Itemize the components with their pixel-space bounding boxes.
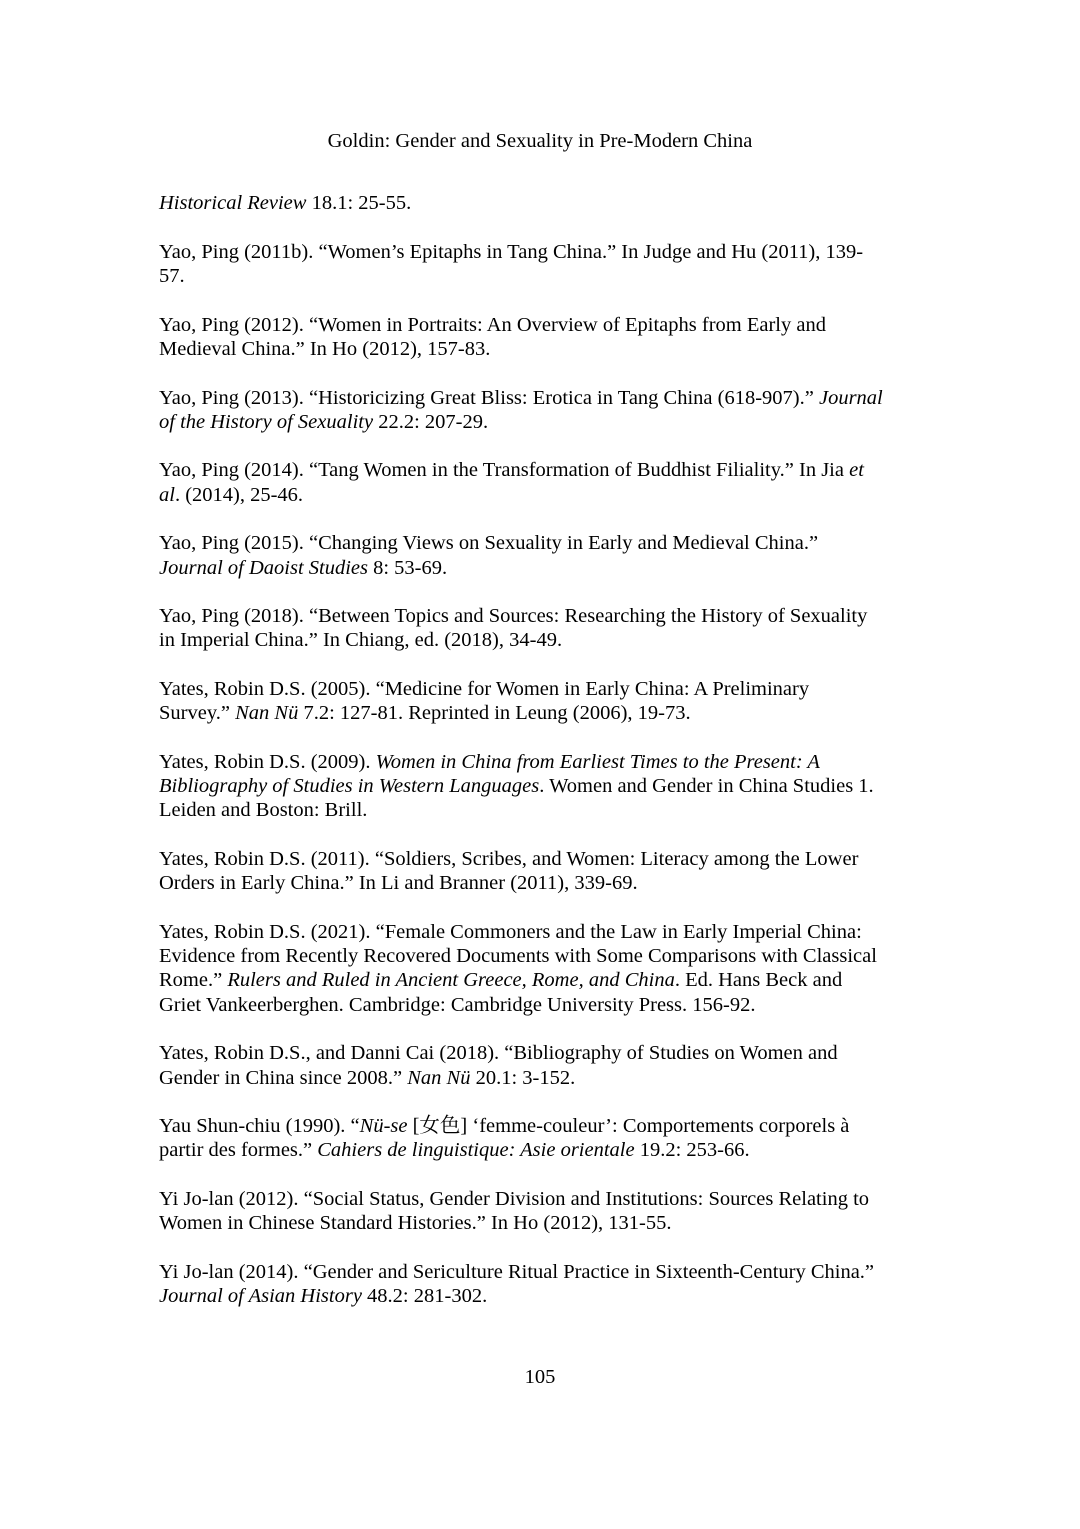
bibliography-entry [159, 191, 929, 215]
entry-text: 20.1: 3-152. [470, 1066, 576, 1089]
bibliography-entry [159, 604, 929, 652]
entry-text: Yates, Robin D.S. (2011). “Soldiers, Scribes, and Women: Literacy among the Lower Orders in Early China.” In Li and Branner (2011), 339-69. [159, 848, 859, 895]
entry-text: Yao, Ping (2018). “Between Topics and Sources: Researching the History of Sexuality in Imperial China.” In Chiang, ed. (2018), 34-49. [159, 605, 868, 652]
entry-text: Yates, Robin D.S. (2021). “Female Commoners and the Law in Early Imperial China: Evidence from Recently Recovered Documents with Some Comparisons with Classical Rome.” [159, 921, 877, 992]
bibliography-list [159, 191, 929, 1333]
bibliography-entry [159, 1114, 929, 1162]
entry-text: 8: 53-69. [367, 556, 448, 579]
bibliography-entry [159, 313, 929, 361]
bibliography-entry [159, 920, 929, 1017]
entry-title-italic: et al [159, 459, 864, 506]
entry-title-italic: Nü-se [359, 1115, 408, 1138]
entry-text: Yau Shun-chiu (1990). “ [159, 1115, 360, 1138]
entry-text: Yates, Robin D.S. (2009). [159, 751, 376, 774]
bibliography-entry [159, 240, 929, 288]
entry-text: Yao, Ping (2012). “Women in Portraits: An Overview of Epitaphs from Early and Medieval China.” In Ho (2012), 157-83. [159, 313, 826, 360]
bibliography-entry [159, 847, 929, 895]
entry-text: [女色] ‘femme-couleur’: Comportements corporels à partir des formes.” [159, 1115, 850, 1162]
bibliography-entry [159, 677, 929, 725]
entry-title-italic: Cahiers de linguistique: Asie orientale [317, 1139, 635, 1162]
entry-title-italic: Nan Nü [407, 1066, 471, 1089]
entry-title-italic: Rulers and Ruled in Ancient Greece, Rome, and China [227, 969, 675, 992]
entry-text: . Ed. Hans Beck and Griet Vankeerberghen. Cambridge: Cambridge University Press. 156-92. [159, 969, 843, 1016]
entry-text: . (2014), 25-46. [174, 483, 304, 506]
entry-title-italic: Journal of Daoist Studies [159, 556, 368, 579]
bibliography-entry [159, 1041, 929, 1089]
entry-text: Yi Jo-lan (2012). “Social Status, Gender Division and Institutions: Sources Relating to Women in Chinese Standard Histories.” In Ho (2012), 131-55. [159, 1188, 870, 1235]
entry-title-italic: Nan Nü [235, 702, 299, 725]
entry-text: 18.1: 25-55. [306, 192, 412, 214]
bibliography-entry [159, 386, 929, 434]
entry-text: 22.2: 207-29. [373, 410, 489, 433]
entry-text: Yi Jo-lan (2014). “Gender and Sericulture Ritual Practice in Sixteenth-Century China.” [159, 1261, 875, 1284]
entry-text: Yao, Ping (2013). “Historicizing Great Bliss: Erotica in Tang China (618-907).” [159, 386, 819, 409]
entry-text: 48.2: 281-302. [361, 1285, 488, 1308]
bibliography-entry [159, 1187, 929, 1235]
entry-title-italic: Women in China from Earliest Times to the Present: A Bibliography of Studies in Western Languages [159, 751, 820, 798]
entry-title-italic: Historical Review [159, 192, 307, 214]
entry-text: . Women and Gender in China Studies 1. Leiden and Boston: Brill. [159, 775, 874, 822]
entry-text: 19.2: 253-66. [634, 1139, 750, 1162]
entry-title-italic: Journal of Asian History [159, 1285, 362, 1308]
bibliography-entry [159, 458, 929, 506]
entry-text: Yao, Ping (2015). “Changing Views on Sexuality in Early and Medieval China.” [159, 532, 819, 555]
entry-text: Yao, Ping (2011b). “Women’s Epitaphs in Tang China.” In Judge and Hu (2011), 139- 57. [159, 240, 864, 287]
bibliography-entry [159, 531, 929, 579]
bibliography-entry [159, 750, 929, 823]
running-head: Goldin: Gender and Sexuality in Pre-Modern China [327, 130, 753, 152]
bibliography-entry [159, 1260, 929, 1308]
entry-text: Yao, Ping (2014). “Tang Women in the Transformation of Buddhist Filiality.” In Jia [159, 459, 850, 482]
page-number: 105 [524, 1366, 556, 1388]
entry-text: Yates, Robin D.S. (2005). “Medicine for Women in Early China: A Preliminary Survey.” [159, 678, 810, 725]
entry-text: 7.2: 127-81. Reprinted in Leung (2006), 19-73. [298, 702, 691, 725]
entry-text: Yates, Robin D.S., and Danni Cai (2018). “Bibliography of Studies on Women and Gender in China since 2008.” [159, 1042, 838, 1089]
entry-title-italic: Journal of the History of Sexuality [159, 386, 883, 433]
